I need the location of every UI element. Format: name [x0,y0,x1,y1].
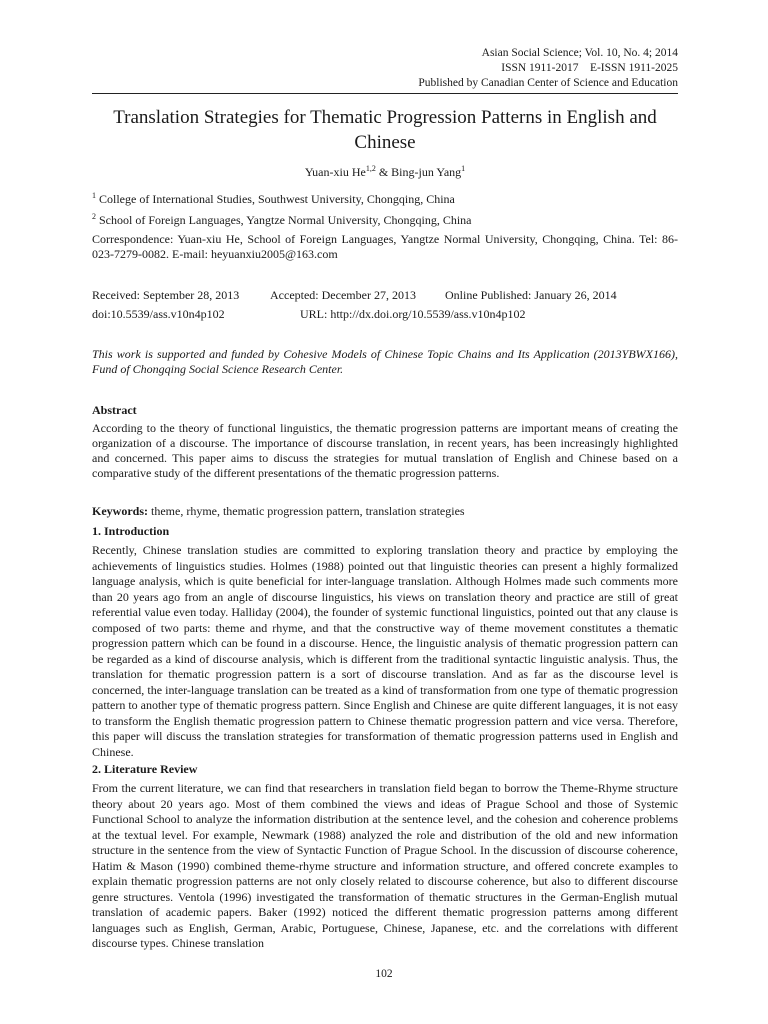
abstract-heading: Abstract [92,403,137,417]
affiliation [92,210,472,227]
section-heading: 1. Introduction [92,524,170,538]
received-date: Received: September 28, 2013 [92,288,240,302]
journal-issn: ISSN 1911-2017 E-ISSN 1911-2025 [501,62,678,74]
affiliation-number: 1 [92,191,96,200]
author-line [92,164,678,180]
doi: doi:10.5539/ass.v10n4p102 [92,307,225,321]
journal-publisher: Published by Canadian Center of Science and Education [418,77,678,89]
author-separator: & [375,165,392,179]
author-name: Bing-jun Yang [391,165,462,179]
keywords [92,504,465,519]
affiliation-text: College of International Studies, Southwest University, Chongqing, China [96,192,455,206]
url-link[interactable]: URL: http://dx.doi.org/10.5539/ass.v10n4p102 [300,307,526,321]
header-rule [92,93,678,94]
affiliation [92,189,455,206]
page-number: 102 [375,968,393,980]
paper-title: Translation Strategies for Thematic Progression Patterns in English and Chinese [113,107,657,153]
section-text: Recently, Chinese translation studies are committed to exploring translation theory and practice by employing the achievements of linguistics studies. Holmes (1988) pointed out that linguistic theories can present a highly formalized language analysis, which is quite beneficial for inter-language translation. Although Holmes made such comments more than 20 years ago from an angle of discourse linguistics, his views on translation theory and practice are still of great referential value even today. Halliday (2004), the founder of systemic functional linguistics, pointed out that any clause is composed of two parts: theme and rhyme, and that the constructive way of theme movement constitutes a thematic progression pattern which can be found in a discourse. Hence, the linguistic analysis of thematic progression pattern can be regarded as a kind of discourse analysis, which is different from the traditional syntactic linguistic analysis. Thus, the translation for thematic progression pattern is a sort of discourse translation. And as far as the discourse level is concerned, the inter-language translation can be treated as a kind of transformation from one type of thematic progression pattern to another type of thematic progress pattern. Since English and Chinese are quite different languages, it is not easy to transform the English thematic progression pattern to Chinese thematic progression pattern and vice versa. Therefore, this paper will discuss the translation strategies for transformation of thematic progression patterns used in English and Chinese. [92,543,678,759]
journal-volume: Asian Social Science; Vol. 10, No. 4; 2014 [481,47,678,59]
journal-header [418,46,678,91]
affiliation-text: School of Foreign Languages, Yangtze Normal University, Chongqing, China [96,213,472,227]
correspondence: Correspondence: Yuan-xiu He, School of Foreign Languages, Yangtze Normal University, Chongqing, China. Tel: 86-023-7279-0082. E-mail: heyuanxiu2005@163.com [92,232,678,261]
section-heading: 2. Literature Review [92,762,198,776]
keywords-label: Keywords: [92,504,148,518]
accepted-date: Accepted: December 27, 2013 [270,288,416,302]
affiliation-number: 2 [92,212,96,221]
author-affiliation-mark: 1 [461,164,466,173]
published-date: Online Published: January 26, 2014 [445,288,617,302]
section-text: From the current literature, we can find that researchers in translation field began to borrow the Theme-Rhyme structure theory about 20 years ago. Most of them combined the views and ideas of Prague School and those of Systemic Functional School to analyze the information distribution at the sentence level, and the cohesion and coherence problems at the textual level. For example, Newmark (1988) analyzed the role and distribution of the old and new information structure in the sentence from the view of Syntactic Function of Prague School. In the discussion of discourse coherence, Hatim & Mason (1990) combined theme-rhyme structure and information structure, and offered concrete examples to explain thematic progression patterns are not only closely related to discourse coherence, but also to different discourse genre structures. Ventola (1996) investigated the transformation of thematic structures in the German-English mutual translation of academic papers. Baker (1992) noticed the different thematic progression patterns among different languages such as English, German, Arabic, Portuguese, Chinese, Japanese, etc. and the correlations with different discourse types. Chinese translation [92,781,678,950]
author-affiliation-mark: 1,2 [365,164,376,173]
author-name: Yuan-xiu He [304,165,366,179]
funding-note: This work is supported and funded by Cohesive Models of Chinese Topic Chains and Its Application (2013YBWX166), Fund of Chongqing Social Science Research Center. [92,347,678,376]
keywords-text: theme, rhyme, thematic progression pattern, translation strategies [148,504,465,518]
abstract-text: According to the theory of functional linguistics, the thematic progression patterns are important means of creating the organization of a discourse. The importance of discourse translation, in recent years, has been increasingly highlighted and concerned. This paper aims to discuss the strategies for mutual translation of English and Chinese based on a comparative study of the different presentations of the thematic progression patterns. [92,421,678,480]
